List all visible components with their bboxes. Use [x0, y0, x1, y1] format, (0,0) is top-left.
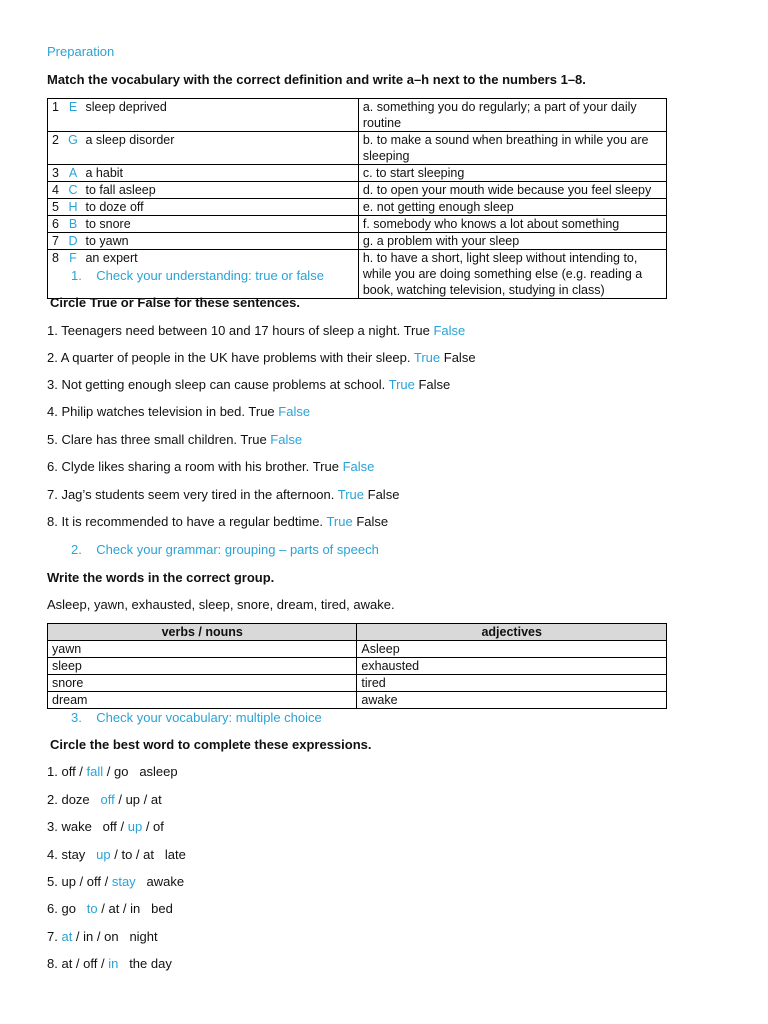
group-adjective: tired	[357, 675, 667, 692]
tf-item	[47, 377, 450, 393]
vocab-definition: e. not getting enough sleep	[358, 199, 666, 216]
vocab-number: 6	[52, 217, 59, 231]
mc-option: of	[153, 819, 164, 834]
section2-number: 2.	[71, 542, 82, 557]
vocab-word: to snore	[85, 217, 131, 231]
mc-option: to	[121, 847, 133, 862]
mc-option: fall	[86, 764, 104, 779]
vocab-answer-letter: G	[68, 133, 78, 147]
mc-option: to	[86, 901, 98, 916]
section1-title: Check your understanding: true or false	[96, 268, 324, 283]
mc-option: at	[143, 847, 154, 862]
group-verb-noun: dream	[48, 692, 357, 709]
tf-true: True	[388, 377, 415, 392]
vocab-answer-letter: C	[68, 183, 78, 197]
mc-option: off	[61, 764, 76, 779]
mc-option: up	[96, 847, 111, 862]
mc-option: stay	[111, 874, 136, 889]
mc-item: 5. up / off / stay awake	[47, 874, 185, 889]
mc-option: off	[86, 874, 101, 889]
tf-true: True	[248, 404, 275, 419]
mc-option: up	[127, 819, 143, 834]
mc-number: 4.	[47, 847, 58, 862]
tf-false: False	[342, 459, 375, 474]
vocab-number: 3	[52, 166, 59, 180]
tf-false: False	[278, 404, 311, 419]
vocab-row	[48, 132, 667, 165]
vocab-row	[48, 165, 667, 182]
vocab-answer-letter: E	[68, 100, 78, 114]
group-header-verbs-nouns: verbs / nouns	[48, 624, 357, 641]
tf-true: True	[326, 514, 353, 529]
vocab-number: 2	[52, 133, 59, 147]
mc-prefix: go	[61, 901, 76, 916]
vocab-word: an expert	[85, 251, 138, 265]
mc-item: 4. stay up / to / at late	[47, 847, 186, 862]
group-verb-noun: sleep	[48, 658, 357, 675]
tf-false: False	[443, 350, 476, 365]
tf-item	[47, 350, 476, 366]
tf-true: True	[240, 432, 267, 447]
tf-false: False	[356, 514, 389, 529]
vocab-answer-letter: B	[68, 217, 78, 231]
tf-item	[47, 487, 399, 503]
group-adjective: Asleep	[357, 641, 667, 658]
mc-option: up	[61, 874, 76, 889]
vocab-term-cell	[48, 233, 359, 250]
mc-option: off	[102, 819, 117, 834]
vocab-answer-letter: H	[68, 200, 78, 214]
mc-option: go	[114, 764, 129, 779]
tf-item	[47, 514, 388, 530]
tf-sentence: 5. Clare has three small children.	[47, 432, 238, 447]
tf-item	[47, 323, 465, 339]
mc-prefix: stay	[61, 847, 86, 862]
tf-sentence: 1. Teenagers need between 10 and 17 hours of sleep a night.	[47, 323, 401, 338]
mc-tail: late	[164, 847, 186, 862]
tf-instruction: Circle True or False for these sentences.	[50, 295, 300, 310]
mc-item: 7. at / in / on night	[47, 929, 158, 944]
section1-heading	[71, 268, 324, 284]
mc-item: 6. go to / at / in bed	[47, 901, 173, 916]
tf-sentence: 6. Clyde likes sharing a room with his brother.	[47, 459, 310, 474]
mc-number: 8.	[47, 956, 58, 971]
vocab-term-cell	[48, 132, 359, 165]
mc-tail: night	[129, 929, 158, 944]
tf-true: True	[312, 459, 339, 474]
vocab-number: 8	[52, 251, 59, 265]
section3-title: Check your vocabulary: multiple choice	[96, 710, 322, 725]
vocab-row	[48, 216, 667, 233]
vocab-word: to doze off	[85, 200, 144, 214]
tf-true: True	[413, 350, 441, 365]
group-row	[48, 692, 667, 709]
vocab-answer-letter: A	[68, 166, 78, 180]
section3-heading	[71, 710, 322, 726]
tf-item	[47, 432, 302, 448]
mc-option: at	[61, 929, 73, 944]
group-adjective: exhausted	[357, 658, 667, 675]
tf-false: False	[418, 377, 451, 392]
mc-item: 1. off / fall / go asleep	[47, 764, 178, 779]
mc-number: 6.	[47, 901, 58, 916]
groups-table	[47, 623, 667, 709]
section3-number: 3.	[71, 710, 82, 725]
vocab-number: 4	[52, 183, 59, 197]
vocab-number: 1	[52, 100, 59, 114]
mc-option: at	[61, 956, 73, 971]
vocab-word: a habit	[85, 166, 124, 180]
section2-heading	[71, 542, 379, 558]
vocab-term-cell	[48, 182, 359, 199]
tf-sentence: 3. Not getting enough sleep can cause problems at school.	[47, 377, 386, 392]
tf-sentence: 2. A quarter of people in the UK have problems with their sleep.	[47, 350, 411, 365]
vocab-definition: b. to make a sound when breathing in while you are sleeping	[358, 132, 666, 165]
tf-item	[47, 404, 310, 420]
group-row	[48, 641, 667, 658]
mc-number: 1.	[47, 764, 58, 779]
vocab-definition: a. something you do regularly; a part of your daily routine	[358, 99, 666, 132]
group-verb-noun: snore	[48, 675, 357, 692]
mc-tail: awake	[146, 874, 185, 889]
mc-option: off	[83, 956, 98, 971]
mc-number: 5.	[47, 874, 58, 889]
mc-option: on	[104, 929, 119, 944]
mc-option: off	[100, 792, 115, 807]
mc-option: in	[130, 901, 141, 916]
group-adjective: awake	[357, 692, 667, 709]
mc-option: at	[108, 901, 120, 916]
mc-number: 7.	[47, 929, 58, 944]
section2-title: Check your grammar: grouping – parts of speech	[96, 542, 379, 557]
vocab-term-cell	[48, 165, 359, 182]
vocab-answer-letter: D	[68, 234, 78, 248]
group-verb-noun: yawn	[48, 641, 357, 658]
mc-option: at	[150, 792, 162, 807]
mc-number: 2.	[47, 792, 58, 807]
mc-instruction: Circle the best word to complete these expressions.	[50, 737, 372, 752]
mc-prefix: doze	[61, 792, 90, 807]
mc-prefix: wake	[61, 819, 92, 834]
vocab-number: 7	[52, 234, 59, 248]
vocab-word: to fall asleep	[85, 183, 156, 197]
mc-item: 8. at / off / in the day	[47, 956, 172, 971]
vocab-row	[48, 233, 667, 250]
tf-sentence: 7. Jag’s students seem very tired in the afternoon.	[47, 487, 335, 502]
tf-false: False	[367, 487, 400, 502]
vocab-word: sleep deprived	[85, 100, 167, 114]
preparation-heading: Preparation	[47, 44, 115, 59]
vocab-row	[48, 99, 667, 132]
vocab-number: 5	[52, 200, 59, 214]
group-row	[48, 675, 667, 692]
word-list: Asleep, yawn, exhausted, sleep, snore, dream, tired, awake.	[47, 597, 395, 612]
tf-false: False	[270, 432, 303, 447]
tf-item	[47, 459, 374, 475]
vocab-term-cell	[48, 216, 359, 233]
vocab-row	[48, 199, 667, 216]
tf-sentence: 4. Philip watches television in bed.	[47, 404, 246, 419]
vocab-definition: f. somebody who knows a lot about something	[358, 216, 666, 233]
vocab-row	[48, 182, 667, 199]
tf-true: True	[337, 487, 365, 502]
tf-true: True	[403, 323, 430, 338]
mc-option: up	[125, 792, 141, 807]
tf-false: False	[433, 323, 466, 338]
vocab-definition: h. to have a short, light sleep without intending to, while you are doing something else (e.g. reading a book, watching television, studying in class)	[358, 250, 666, 299]
mc-tail: bed	[151, 901, 173, 916]
mc-tail: the day	[129, 956, 172, 971]
vocab-definition: d. to open your mouth wide because you feel sleepy	[358, 182, 666, 199]
vocab-word: a sleep disorder	[85, 133, 175, 147]
tf-sentence: 8. It is recommended to have a regular bedtime.	[47, 514, 324, 529]
mc-item: 2. doze off / up / at	[47, 792, 162, 807]
mc-option: in	[83, 929, 94, 944]
group-instruction: Write the words in the correct group.	[47, 570, 275, 585]
match-instruction: Match the vocabulary with the correct definition and write a–h next to the numbers 1–8.	[47, 72, 586, 87]
vocab-definition: c. to start sleeping	[358, 165, 666, 182]
mc-item: 3. wake off / up / of	[47, 819, 164, 834]
vocab-term-cell	[48, 99, 359, 132]
vocab-answer-letter: F	[69, 251, 77, 265]
group-row	[48, 658, 667, 675]
mc-option: in	[108, 956, 119, 971]
vocab-term-cell	[48, 199, 359, 216]
vocab-definition: g. a problem with your sleep	[358, 233, 666, 250]
mc-number: 3.	[47, 819, 58, 834]
vocab-word: to yawn	[85, 234, 129, 248]
mc-tail: asleep	[139, 764, 178, 779]
group-header-adjectives: adjectives	[357, 624, 667, 641]
section1-number: 1.	[71, 268, 82, 283]
